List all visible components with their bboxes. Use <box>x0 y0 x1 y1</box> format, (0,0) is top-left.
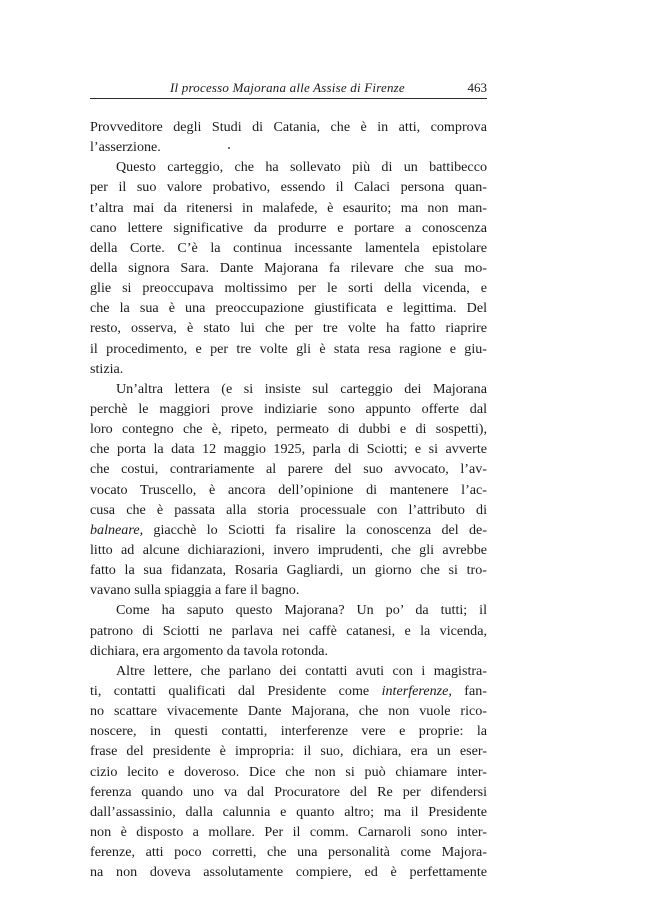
page-header <box>90 80 487 102</box>
text-line: cano lettere significative da produrre e portare a conoscenza <box>90 219 487 236</box>
body-text <box>90 117 487 882</box>
text-line: che la sua è una preoccupazione giustificata e legittima. Del <box>90 300 487 317</box>
header-rule <box>90 98 487 99</box>
text-line: per il suo valore probativo, essendo il Calaci persona quan- <box>90 179 487 196</box>
italic-word: interferenze, <box>381 682 452 699</box>
text-line: vocato Truscello, è ancora dell’opinione di mantenere l’ac- <box>90 481 487 498</box>
text-line: fatto la sua fidanzata, Rosaria Gagliardi, un giorno che si tro- <box>90 562 487 579</box>
text-line: noscere, in questi contatti, interferenze vere e proprie: la <box>90 723 487 740</box>
text-line: na non doveva assolutamente compiere, ed è perfettamente <box>90 864 487 881</box>
text-line-italic-lead <box>90 520 487 540</box>
text-line: l’asserzione. <box>90 139 161 156</box>
running-title: Il processo Majorana alle Assise di Firenze <box>170 80 405 95</box>
text-line: patrono di Sciotti ne parlava nei caffè catanesi, e la vicenda, <box>90 622 487 639</box>
text-line: cusa che è passata alla storia processuale con l’attributo di <box>90 501 487 518</box>
text-line: Altre lettere, che parlano dei contatti avuti con i magistra- <box>116 662 487 679</box>
text-line: ferenze, atti poco corretti, che una personalità come Majora- <box>90 844 487 861</box>
text-segment: fan- <box>451 682 487 699</box>
text-line: il procedimento, e per tre volte gli è stata resa ragione e giu- <box>90 340 487 357</box>
text-line: dall’assassinio, dalla calunnia e quanto altro; ma il Presidente <box>90 803 487 820</box>
print-speck <box>228 147 230 149</box>
italic-word: balneare, <box>90 521 144 538</box>
text-line: Questo carteggio, che ha sollevato più di un battibecco <box>116 159 487 176</box>
text-line: che costui, contrariamente al parere del suo avvocato, l’av- <box>90 461 487 478</box>
text-line: Provveditore degli Studi di Catania, che è in atti, comprova <box>90 119 487 135</box>
text-line: resto, osserva, è stato lui che per tre volte ha fatto riaprire <box>90 320 487 337</box>
text-line-with-italic <box>90 681 487 701</box>
text-line: stizia. <box>90 360 124 377</box>
text-line: della signora Sara. Dante Majorana fa rilevare che sua mo- <box>90 259 487 276</box>
text-line: vavano sulla spiaggia a fare il bagno. <box>90 582 300 599</box>
text-line: perchè le maggiori prove indiziarie sono appunto offerte dal <box>90 400 487 417</box>
text-line: che porta la data 12 maggio 1925, parla di Sciotti; e si avverte <box>90 441 487 458</box>
text-segment: ti, contatti qualificati dal Presidente come <box>90 682 382 699</box>
text-line: no scattare vivacemente Dante Majorana, che non vuole rico- <box>90 703 487 720</box>
text-line: frase del presidente è impropria: il suo, dichiara, era un eser- <box>90 743 487 760</box>
text-line: Come ha saputo questo Majorana? Un po’ da tutti; il <box>116 602 487 619</box>
text-line: glie si preoccupava moltissimo per le sorti della vicenda, e <box>90 280 487 297</box>
text-line: dichiara, era argomento da tavola rotonda. <box>90 642 329 659</box>
text-line: litto ad alcune dichiarazioni, invero imprudenti, che gli avrebbe <box>90 541 487 558</box>
text-line: non è disposto a mollare. Per il comm. Carnaroli sono inter- <box>90 823 487 840</box>
text-line: t’altra mai da ritenersi in malafede, è esaurito; ma non man- <box>90 199 487 216</box>
text-line: cizio lecito e doveroso. Dice che non si può chiamare inter- <box>90 763 487 780</box>
text-line: Un’altra lettera (e si insiste sul carteggio dei Majorana <box>116 380 487 397</box>
text-line-rest: giacchè lo Sciotti fa risalire la conoscenza del de- <box>143 521 487 538</box>
text-line: loro contegno che è, ripeto, permeato di dubbi e di sospetti), <box>90 421 487 438</box>
text-line: della Corte. C’è la continua incessante lamentela epistolare <box>90 239 487 256</box>
text-line: ferenza quando uno va dal Procuratore del Re per difendersi <box>90 783 487 800</box>
page-number: 463 <box>467 80 487 95</box>
